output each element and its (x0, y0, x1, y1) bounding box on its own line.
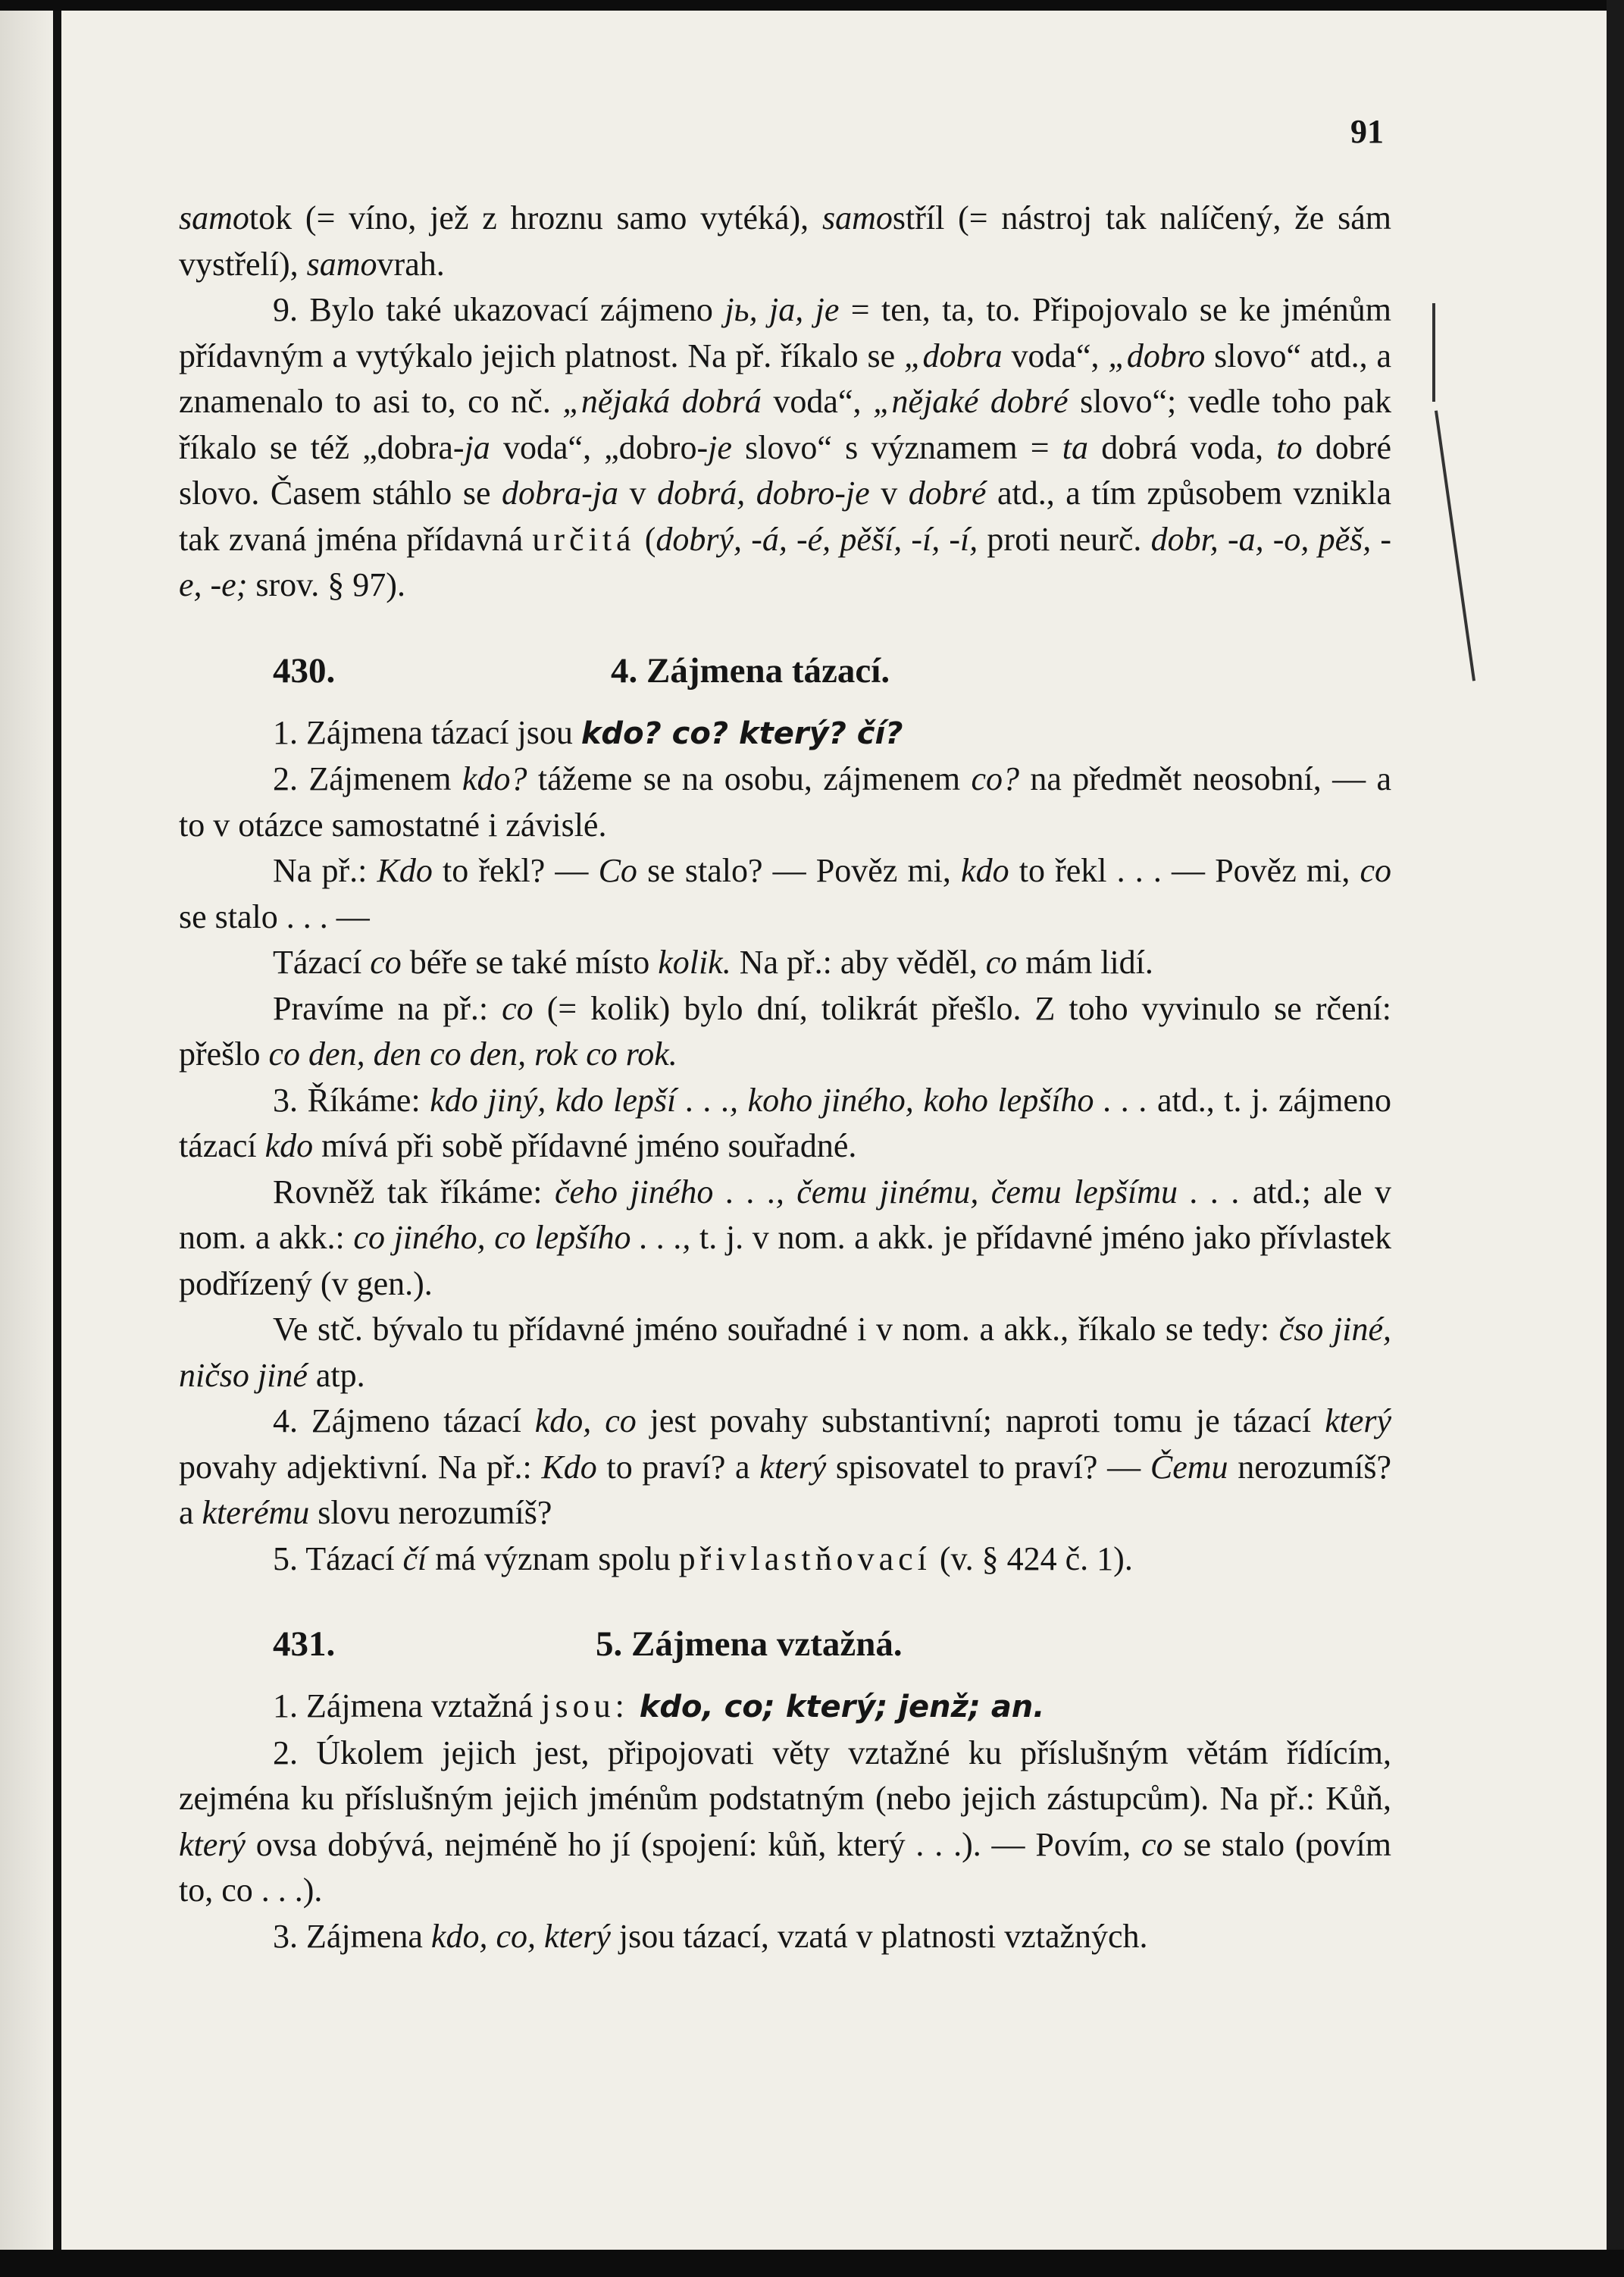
section-number: 430. (273, 650, 336, 691)
paragraph-430-kolik: Tázací co béře se také místo kolik. Na př.: aby věděl, co mám lidí. (273, 944, 1153, 981)
paragraph-430-example: Na př.: Kdo to řekl? — Co se stalo? — Pověz mi, kdo to řekl . . . — Pověz mi, co se stalo . . . — (179, 852, 1391, 935)
scan-border-right (1607, 0, 1624, 2277)
section-heading-430 (179, 648, 1391, 694)
binding-edge (53, 8, 61, 2251)
section-heading-431 (179, 1621, 1391, 1667)
paragraph-430-stc: Ve stč. bývalo tu přídavné jméno souřadné i v nom. a akk., říkalo se tedy: čso jiné, ničso jiné atp. (179, 1311, 1391, 1394)
paragraph-431-3: 3. Zájmena kdo, co, který jsou tázací, vzatá v platnosti vztažných. (273, 1917, 1148, 1955)
paragraph-429-8-tail: samotok (= víno, jež z hroznu samo vytéká), samostříl (= nástroj tak nalíčený, že sám vystřelí), samovrah. (179, 199, 1391, 283)
paragraph-430-4: 4. Zájmeno tázací kdo, co jest povahy substantivní; naproti tomu je tázací který povahy adjektivní. Na př.: Kdo to praví? a který spisovatel to praví? — Čemu nerozumíš? a kterému slovu nerozumíš? (179, 1402, 1392, 1531)
paragraph-430-pravime: Pravíme na př.: co (= kolik) bylo dní, tolikrát přešlo. Z toho vyvinulo se rčení: přešlo co den, den co den, rok co rok. (179, 989, 1391, 1073)
paragraph-431-1: 1. Zájmena vztažná jsou: kdo, co; který; jenž; an. (273, 1687, 1045, 1724)
margin-pencil-mark (1432, 303, 1435, 402)
scan-border-top (0, 0, 1624, 11)
paragraph-429-9: 9. Bylo také ukazovací zájmeno jь, ja, je = ten, ta, to. Připojovalo se ke jménům přídavným a vytýkalo jejich platnost. Na př. říkalo se „dobra voda“, „dobro slovo“ atd., a znamenalo to asi to, co nč. „nějaká dobrá voda“, „nějaké dobré slovo“; vedle toho pak říkalo se též „dobra-ja voda“, „dobro-je slovo“ s významem = ta dobrá voda, to dobré slovo. Časem stáhlo se dobra-ja v dobrá, dobro-je v dobré atd., a tím způsobem vznikla tak zvaná jména přídavná určitá (dobrý, -á, -é, pěší, -í, -í, proti neurč. dobr, -a, -o, pěš, -e, -e; srov. § 97). (179, 291, 1392, 603)
binding-shadow (0, 11, 53, 2250)
paragraph-431-2: 2. Úkolem jejich jest, připojovati věty vztažné ku příslušným větám řídícím, zejména ku příslušným jejich jménům podstatným (nebo jejich zástupcům). Na př.: Kůň, který ovsa dobývá, nejméně ho jí (spojení: kůň, který . . .). — Povím, co se stalo (povím to, co . . .). (179, 1734, 1392, 1909)
paragraph-430-3: 3. Říkáme: kdo jiný, kdo lepší . . ., koho jiného, koho lepšího . . . atd., t. j. zájmeno tázací kdo mívá při sobě přídavné jméno souřadné. (179, 1081, 1391, 1164)
page-number: 91 (1350, 113, 1384, 150)
paragraph-430-2: 2. Zájmenem kdo? tážeme se na osobu, zájmenem co? na předmět neosobní, — a to v otázce samostatné i závislé. (179, 760, 1391, 844)
section-title: 4. Zájmena tázací. (611, 650, 890, 691)
section-title: 5. Zájmena vztažná. (596, 1624, 903, 1664)
paragraph-430-5: 5. Tázací čí má význam spolu přivlastňovací (v. § 424 č. 1). (273, 1539, 1133, 1577)
section-number: 431. (273, 1624, 336, 1664)
paragraph-430-rovnez: Rovněž tak říkáme: čeho jiného . . ., čemu jinému, čemu lepšímu . . . atd.; ale v nom. a akk.: co jiného, co lepšího . . ., t. j. v nom. a akk. je přídavné jméno jako přívlastek podřízený (v gen.). (179, 1173, 1392, 1302)
page-body (179, 196, 1391, 1959)
margin-pencil-mark (1435, 410, 1475, 681)
scan-border-bottom (0, 2250, 1624, 2277)
paragraph-430-1: 1. Zájmena tázací jsou kdo? co? který? čí? (273, 713, 903, 751)
